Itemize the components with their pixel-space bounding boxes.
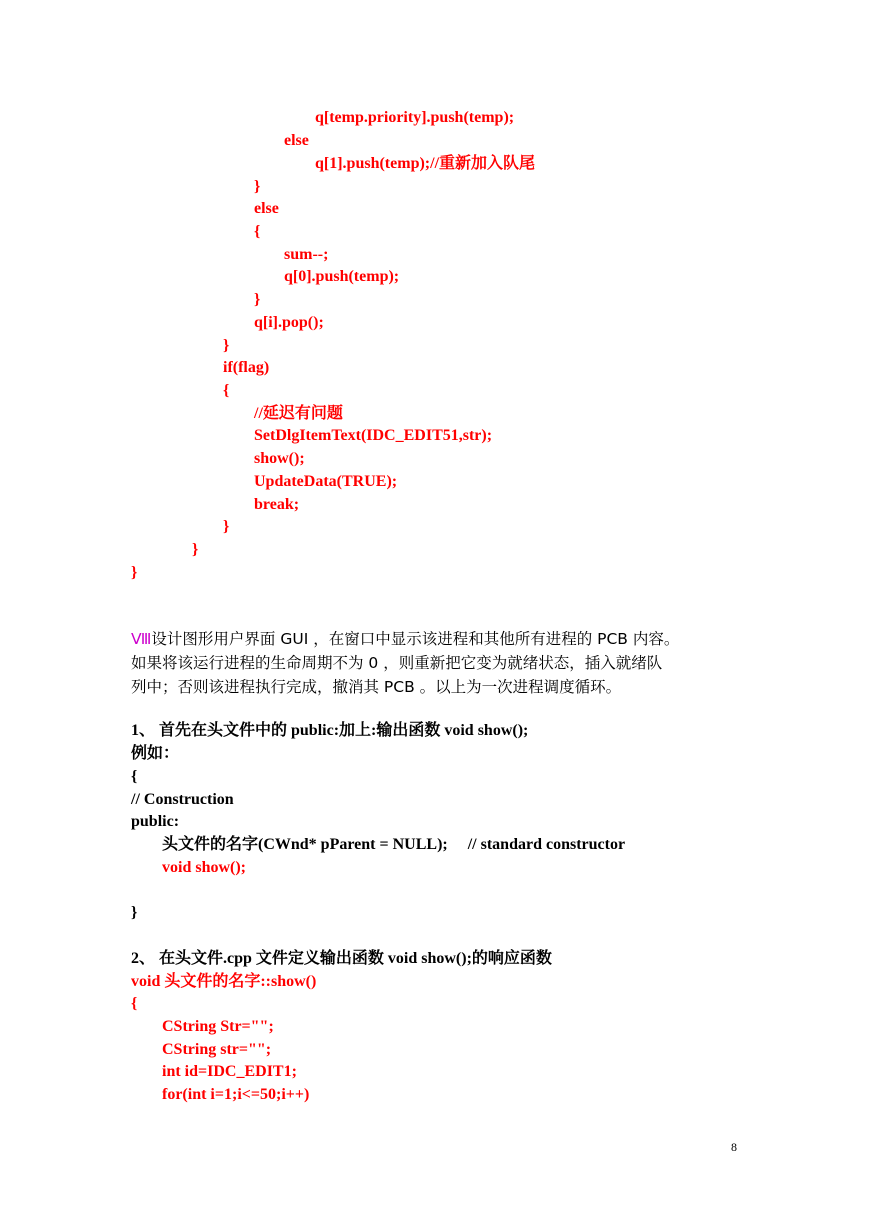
code-line: }: [223, 518, 230, 535]
code-line: }: [192, 541, 199, 558]
code-line: {: [223, 382, 230, 399]
code-line: q[temp.priority].push(temp);: [315, 109, 515, 126]
code-line: }: [223, 337, 230, 354]
code-line: int id=IDC_EDIT1;: [162, 1063, 297, 1080]
code-line: q[0].push(temp);: [284, 268, 400, 285]
code-line: for(int i=1;i<=50;i++): [162, 1086, 310, 1103]
code-line: break;: [254, 496, 300, 513]
code-line: SetDlgItemText(IDC_EDIT51,str);: [254, 427, 493, 444]
code-line: }: [254, 178, 261, 195]
code-line: CString str="";: [162, 1041, 272, 1058]
code-line: q[1].push(temp);//重新加入队尾: [315, 155, 536, 172]
code-line: q[i].pop();: [254, 314, 324, 331]
code-line: CString Str="";: [162, 1018, 274, 1035]
code-line: show();: [254, 450, 305, 467]
code-line: {: [131, 995, 138, 1012]
code-line: else: [284, 132, 309, 149]
code-line: public:: [131, 813, 180, 830]
code-line: // Construction: [131, 791, 234, 808]
code-line: }: [254, 291, 261, 308]
page-number: 8: [731, 1140, 737, 1154]
code-line: void show();: [162, 859, 247, 876]
paragraph-line: 列中；否则该进程执行完成，撤消其 PCB 。以上为一次进程调度循环。: [131, 678, 622, 696]
code-line: if(flag): [223, 359, 270, 376]
code-line: UpdateData(TRUE);: [254, 473, 398, 490]
code-line: {: [254, 223, 261, 240]
paragraph-line: [131, 629, 679, 649]
code-line: {: [131, 768, 138, 785]
code-line: }: [131, 564, 138, 581]
code-line: }: [131, 904, 138, 921]
code-line: 头文件的名字(CWnd* pParent = NULL); // standard constructor: [162, 836, 626, 853]
example-label: 例如：: [131, 745, 180, 762]
code-line: else: [254, 200, 279, 217]
step-heading: 2、 在头文件.cpp 文件定义输出函数 void show();的响应函数: [131, 950, 552, 967]
code-line: sum--;: [284, 246, 329, 263]
section-marker: Ⅷ: [131, 630, 152, 648]
paragraph-line: 如果将该运行进程的生命周期不为 0 ，则重新把它变为就绪状态，插入就绪队: [131, 654, 663, 672]
paragraph-text: 设计图形用户界面 GUI ，在窗口中显示该进程和其他所有进程的 PCB 内容。: [151, 630, 680, 648]
code-line: void 头文件的名字::show(): [131, 973, 317, 990]
code-line: //延迟有问题: [254, 405, 343, 422]
step-heading: 1、 首先在头文件中的 public:加上:输出函数 void show();: [131, 722, 529, 739]
